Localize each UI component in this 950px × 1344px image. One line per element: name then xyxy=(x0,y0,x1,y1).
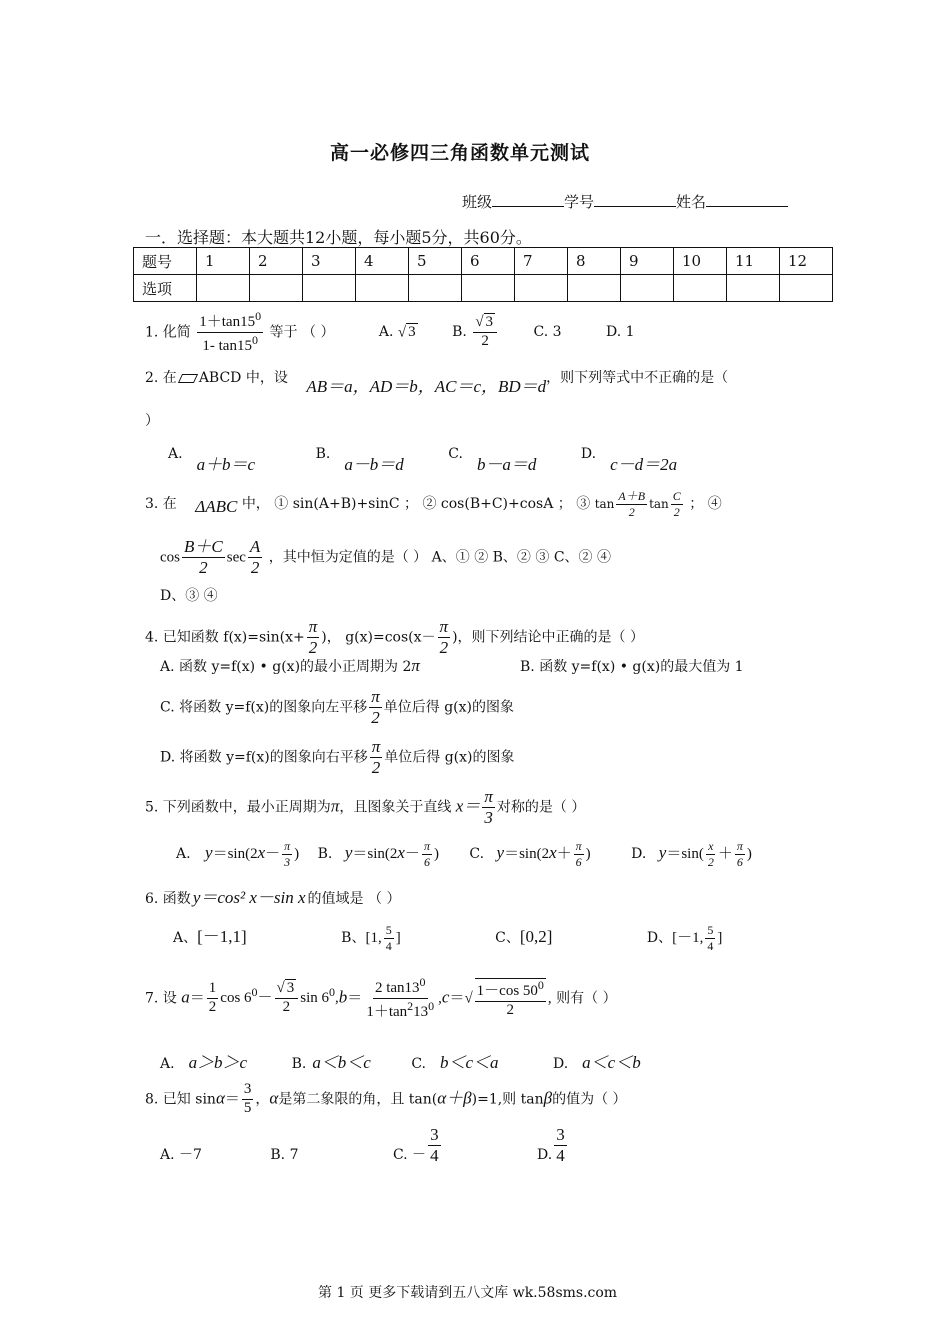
q1-suffix: 等于 （ ） xyxy=(269,324,335,341)
question-7: 7. 设 a＝ $\frac{1}{2}$ $\cos 6^0-$ $\frac{√ 3}{2}$ $\sin 6^0,b=$ $\frac{2 \tan 13^0}{1+\tan^213^0}$ ,c＝√ $\frac{1-\cos 50^0}{2}$ , 则有（ ） xyxy=(145,975,617,1020)
page-title: 高一必修四三角函数单元测试 xyxy=(330,142,591,164)
q1-option-a: A. xyxy=(378,324,394,341)
q4-option-d: D. 将函数 y=f(x)的图象向右平移 $\frac{\pi}{2}$ 单位后得 g(x)的图象 xyxy=(160,737,515,777)
class-label: 班级 xyxy=(462,193,493,211)
q4-option-a: A. 函数 y=f(x) • g(x)的最小正周期为 2π xyxy=(160,656,420,675)
answer-cell[interactable] xyxy=(674,275,727,302)
table-row xyxy=(134,275,833,302)
table-cell: 6 xyxy=(462,248,515,275)
question-3: 3. 在 ΔABC 中， ① sin(A+B)+sinC ； ② cos(B+C)+cosA ； ③ tan $\frac{A+B}{2}$ tan $\frac{C}{2}$ ； ④ xyxy=(145,489,722,519)
question-5: 5. 下列函数中，最小正周期为π，且图象关于直线 x＝ $\frac{\pi}{3}$ 对称的是（ ） xyxy=(145,787,586,827)
answer-cell[interactable] xyxy=(621,275,674,302)
answer-cell[interactable] xyxy=(515,275,568,302)
table-cell: 11 xyxy=(727,248,780,275)
name-field[interactable] xyxy=(706,192,788,207)
question-2: 2. 在 ABCD 中，设 AB＝a，AD＝b，AC＝c，BD＝d，则下列等式中不正确的是（ xyxy=(145,370,729,396)
answer-cell[interactable] xyxy=(780,275,833,302)
q3-option-d: D、③ ④ xyxy=(160,588,218,604)
question-4: 4. 已知函数 f(x)=sin(x+ $\frac{\pi}{2}$ )， g(x)=cos(x－ $\frac{\pi}{2}$ )，则下列结论中正确的是（ ） xyxy=(145,617,644,657)
table-header-cell: 题号 xyxy=(134,248,197,275)
q1-fraction: $\frac{1+\tan 15^0}{1- \tan 15^0}$ xyxy=(199,309,262,354)
q4-option-c: C. 将函数 y=f(x)的图象向左平移 $\frac{\pi}{2}$ 单位后得 g(x)的图象 xyxy=(160,687,514,727)
table-cell: 12 xyxy=(780,248,833,275)
page-footer: 第 1 页 更多下载请到五八文库 wk.58sms.com xyxy=(318,1285,618,1301)
answer-table xyxy=(133,247,833,302)
answer-cell[interactable] xyxy=(197,275,250,302)
table-row xyxy=(134,248,833,275)
q6-options: A、[－1,1] B、[1, $\frac{5}{4}$ ] C、[0,2] D、[－1, $\frac{5}{4}$ ] xyxy=(173,922,723,953)
q8-options: A. －7 B. 7 C. － $\frac{3}{4}$ D. $\frac{3}{4}$ xyxy=(160,1125,565,1165)
table-cell: 2 xyxy=(250,248,303,275)
q1-stem: 1. 化简 xyxy=(145,324,191,341)
id-label: 学号 xyxy=(564,193,595,211)
question-3-cont: cos $\frac{B+C}{2}$ sec $\frac{A}{2}$ ，其中恒为定值的是（ ） A、① ② B、② ③ C、② ④ xyxy=(160,537,611,577)
parallelogram-icon xyxy=(178,374,198,383)
section-heading: 一．选择题：本大题共12小题，每小题5分，共60分。 xyxy=(145,228,532,247)
table-cell: 1 xyxy=(197,248,250,275)
q1-option-c: C. 3 xyxy=(533,324,562,341)
answer-cell[interactable] xyxy=(250,275,303,302)
id-field[interactable] xyxy=(594,192,676,207)
table-cell: 7 xyxy=(515,248,568,275)
name-label: 姓名 xyxy=(676,193,707,211)
answer-cell[interactable] xyxy=(568,275,621,302)
table-cell: 8 xyxy=(568,248,621,275)
q2-options: A.a＋b＝c B.a－b＝d C.b－a＝d D.c－d＝2a xyxy=(168,446,678,474)
q5-options: A. y＝sin(2x－ $\frac{\pi}{3}$ ) B. y＝sin(2x－ $\frac{\pi}{6}$ ) C. y＝sin(2x＋ $\frac{\pi}{6}$ ) D. y＝sin( $\frac{x}{2}$ ＋ $\frac{\pi}{6}$ ) xyxy=(176,839,752,869)
table-cell: 4 xyxy=(356,248,409,275)
class-field[interactable] xyxy=(492,192,564,207)
answer-cell[interactable] xyxy=(303,275,356,302)
table-cell: 5 xyxy=(409,248,462,275)
q7-options: A. a＞b＞c B. a＜b＜c C. b＜c＜a D. a＜c＜b xyxy=(160,1053,641,1072)
table-header-cell: 选项 xyxy=(134,275,197,302)
answer-cell[interactable] xyxy=(462,275,515,302)
answer-cell[interactable] xyxy=(727,275,780,302)
q4-option-b: B. 函数 y=f(x) • g(x)的最大值为 1 xyxy=(520,659,744,675)
q1-option-b: B. xyxy=(452,324,467,341)
table-cell: 10 xyxy=(674,248,727,275)
student-info xyxy=(462,191,788,212)
question-8: 8. 已知 sinα＝ $\frac{3}{5}$ ，α是第二象限的角，且 tan(α＋β)=1,则 tanβ的值为（ ） xyxy=(145,1081,627,1116)
table-cell: 3 xyxy=(303,248,356,275)
q2-close: ） xyxy=(145,413,159,429)
question-1: 1. 化简 $\frac{1+\tan 15^0}{1- \tan 15^0}$ 等于 （ ） A. √ 3 B. $\frac{√ 3}{2}$ C. 3 D. 1 xyxy=(145,309,635,354)
answer-cell[interactable] xyxy=(409,275,462,302)
question-6: 6. 函数 y＝cos² x－sin x 的值域是 （ ） xyxy=(145,888,401,907)
table-cell: 9 xyxy=(621,248,674,275)
answer-cell[interactable] xyxy=(356,275,409,302)
q1-option-d: D. 1 xyxy=(605,324,635,341)
q2-vectors: AB＝a，AD＝b，AC＝c，BD＝d xyxy=(306,377,547,396)
